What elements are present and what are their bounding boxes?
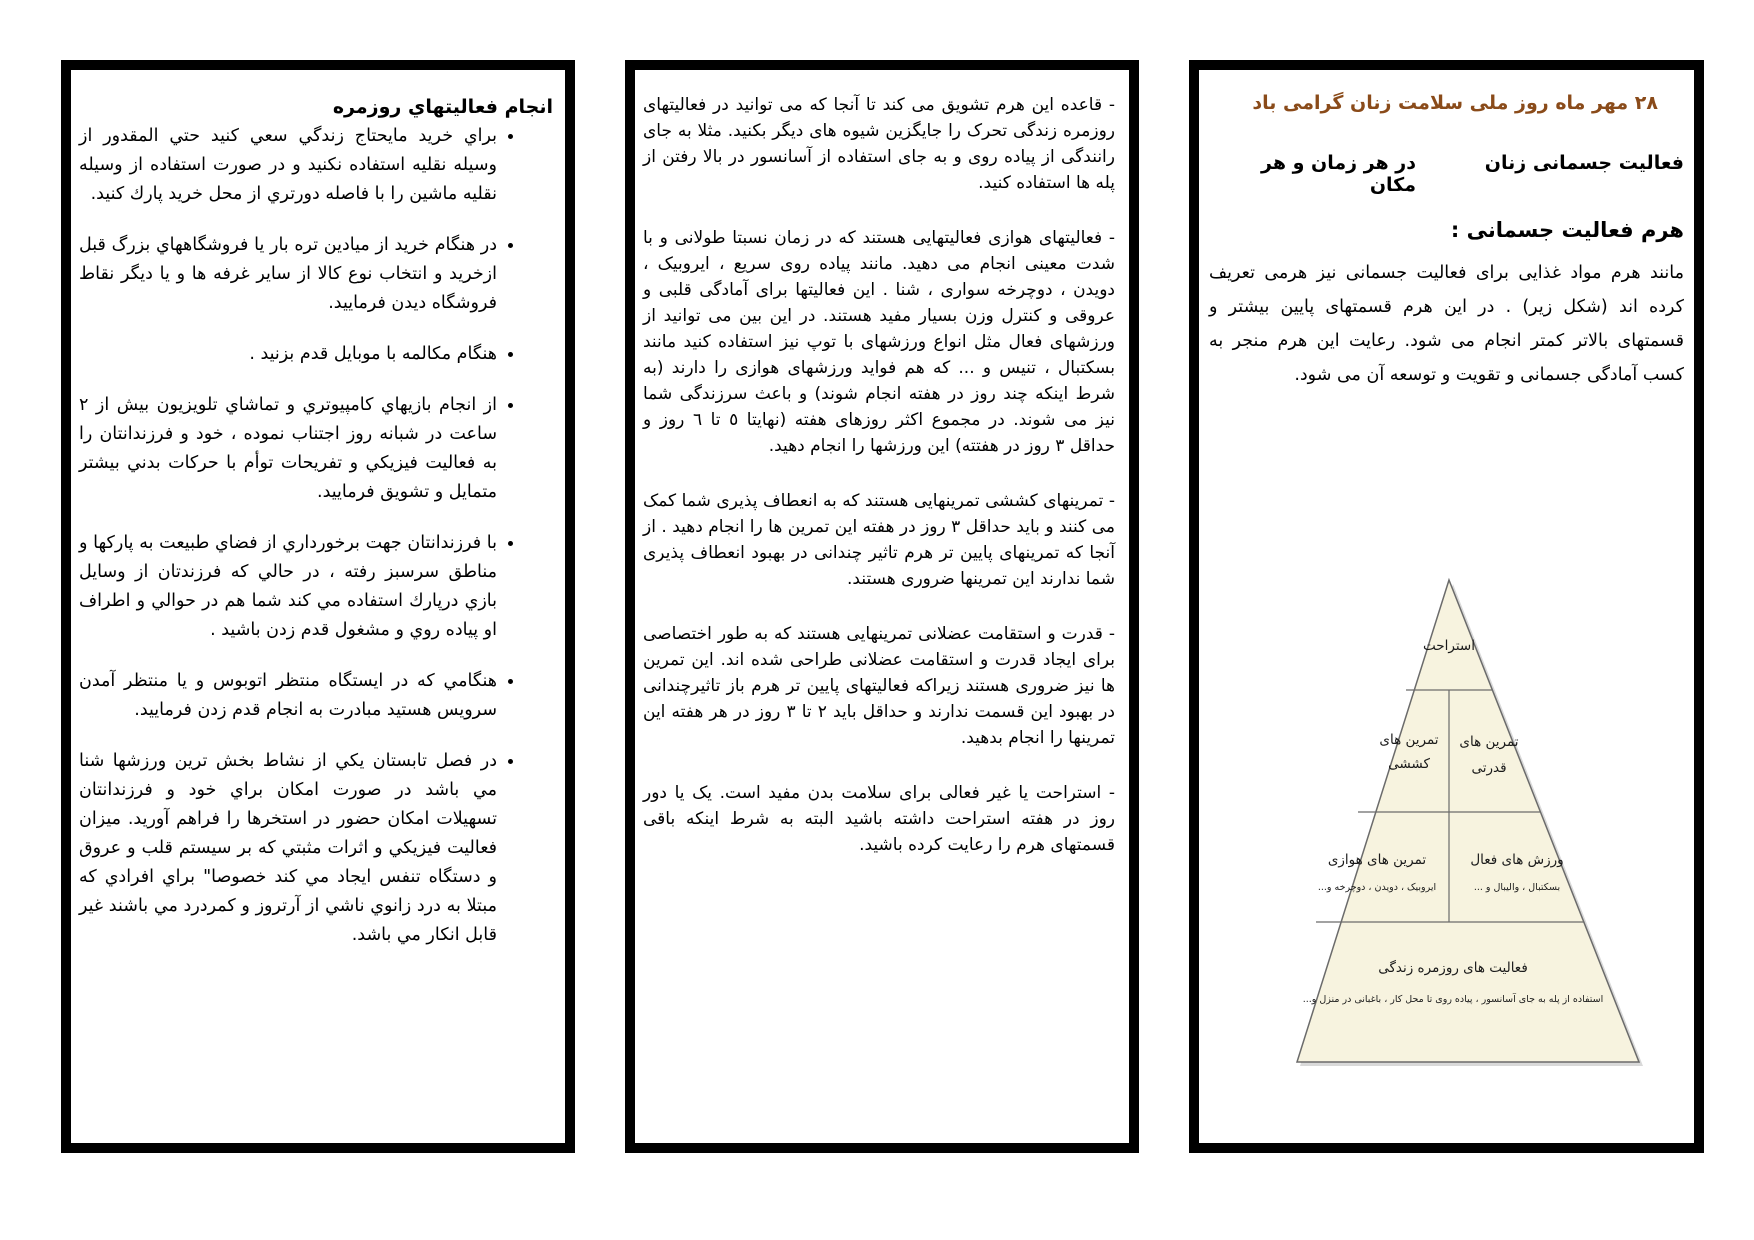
- right-panel: [1189, 60, 1704, 1153]
- left-panel: [61, 60, 575, 1153]
- middle-panel: [625, 60, 1139, 1153]
- subtitle-row: [1209, 152, 1684, 196]
- daily-activities-title: انجام فعاليتهاي روزمره: [332, 96, 553, 118]
- pyramid-description: مانند هرم مواد غذایی برای فعالیت جسمانی نیز هرمی تعریف کرده اند (شکل زیر) . در این هرم قسمتهای پایین بیشتر و قسمتهای بالاتر کمتر انجام می شود. رعایت این هرم منجر به کسب آمادگی جسمانی و تقویت و توسعه آن می شود.: [1209, 263, 1684, 385]
- list-item: • با فرزندانتان جهت برخورداري از فضاي طبيعت به پاركها و مناطق سرسبز رفته ، در حالي كه فرزندتان از وسايل بازي درپارك استفاده مي كند شما هم در حوالي و اطراف او پياده روي و مشغول قدم زدن باشيد .: [79, 529, 497, 645]
- subtitle-anytime-anywhere: در هر زمان و هر مکان: [1261, 152, 1416, 196]
- pyramid-aerobic-examples: ایروبیک ، دویدن ، دوچرخه و...: [1317, 882, 1437, 893]
- paragraph: - فعالیتهای هوازی فعالیتهایی هستند که در زمان نسبتا طولانی و با شدت معینی انجام می دهید. مانند پیاده روی سریع ، ایروبیک ، دویدن ، دوچرخه سواری ، شنا . این فعالیتها برای آمادگی قلبی و عروقی و کنترل وزن بسیار مفید هستند. در این بین می توانید از ورزشهای فعال مثل انواع ورزشهای با توپ نیز استفاده کنید مانند بسکتبال ، تنیس و ... که هم فواید ورزشهای هوازی را دارند (به شرط اینکه چند روز در هفته انجام شوند) و باعث سرزندگی شما نیز می شوند. در مجموع اکثر روزهای هفته (نهایتا ٥ تا ٦ روز و حداقل ۳ روز در هفتته) این ورزشها را انجام دهید.: [643, 228, 1116, 456]
- paragraph: - قاعده این هرم تشویق می کند تا آنجا که می توانید در فعالیتهای روزمره زندگی تحرک را جایگزین شیوه های دیگر بکنید. مثلا به جای رانندگی از پیاده روی و به جای استفاده از آسانسور در بالا رفتن از پله ها استفاده کنید.: [643, 95, 1115, 193]
- pyramid-stretching-label: تمرین های: [1379, 732, 1439, 748]
- list-item: • هنگام مكالمه با موبايل قدم بزنيد .: [79, 340, 497, 369]
- pyramid-active-sports-examples: بسکتبال ، والیبال و ...: [1473, 882, 1561, 893]
- pyramid-strength-label-2: قدرتی: [1471, 760, 1507, 776]
- pyramid-active-sports-label: ورزش های فعال: [1470, 852, 1564, 868]
- list-item: • از انجام بازيهاي كامپيوتري و تماشاي تلويزيون بيش از ۲ ساعت در شبانه روز اجتناب نموده ، خود و فرزندانتان را به فعاليت فيزيكي و تفريحات توأم با حركات بدني بيشتر متمايل و تشويق فرماييد.: [79, 391, 497, 507]
- activity-pyramid-figure: [1199, 510, 1694, 1070]
- paragraph: - تمرینهای کششی تمرینهایی هستند که به انعطاف پذیری شما کمک می کنند و باید حداقل ۳ روز در هفته این تمرین ها را انجام دهید . از آنجا که تمرینهای پایین تر هرم تاثیر چندانی در بهبود انعطاف پذیری شما ندارند این تمرینها ضروری هستند.: [643, 491, 1115, 589]
- pyramid-daily-activities-label: فعالیت های روزمره زندگی: [1378, 960, 1528, 976]
- pyramid-daily-activities-examples: استفاده از پله به جای آسانسور ، پیاده روی تا محل کار ، باغبانی در منزل و...: [1302, 994, 1604, 1005]
- list-item: • هنگامي كه در ايستگاه منتظر اتوبوس و يا منتظر آمدن سرويس هستيد مبادرت به انجام قدم زدن فرماييد.: [79, 667, 497, 725]
- list-item: • در فصل تابستان يكي از نشاط بخش ترين ورزشها شنا مي باشد در صورت امكان براي خود و فرزندانتان تسهيلات امكان حضور در استخرها را فراهم آوريد. ميزان فعاليت فيزيكي و اثرات مثبتي كه بر سيستم قلب و عروق و دستگاه تنفس ايجاد مي كند خصوصا" براي افرادي كه مبتلا به درد زانوي ناشي از آرتروز و كمردرد مي باشند غير قابل انكار مي باشد.: [79, 747, 497, 950]
- pyramid-apex-label: استراحت: [1423, 638, 1475, 654]
- pyramid-guide-text: [643, 92, 1115, 887]
- subtitle-women-activity: فعالیت جسمانی زنان: [1484, 152, 1684, 174]
- pyramid-aerobic-label: تمرین های هوازی: [1327, 852, 1427, 868]
- activity-pyramid: [1199, 510, 1694, 1070]
- paragraph: - قدرت و استقامت عضلانی تمرینهایی هستند که به طور اختصاصی برای ایجاد قدرت و استقامت عضلانی طراحی شده اند. این تمرین ها نیز ضروری هستند زیراکه فعالیتهای پایین تر هرم باز تاثیرچندانی در بهبود این قسمت ندارند و حداقل باید ۲ تا ۳ روز در هر هفته این تمرینها را انجام بدهید.: [643, 624, 1115, 748]
- header-banner: ۲۸ مهر ماه روز ملی سلامت زنان گرامی باد: [1252, 92, 1658, 114]
- list-item: • در هنگام خريد از ميادين تره بار يا فروشگاههاي بزرگ قبل ازخريد و انتخاب نوع كالا از ساير غرفه ها و يا ديگر نقاط فروشگاه ديدن فرماييد.: [79, 231, 497, 318]
- paragraph: - استراحت یا غیر فعالی برای سلامت بدن مفید است. یک یا دور روز در هفته استراحت داشته باشید البته به شرط اینکه باقی قسمتهای هرم را رعایت کرده باشید.: [643, 783, 1115, 855]
- pyramid-heading: هرم فعالیت جسمانی :: [1450, 218, 1684, 242]
- list-item: • براي خريد مايحتاج زندگي سعي كنيد حتي المقدور از وسيله نقليه استفاده نكنيد و در صورت استفاده از وسيله نقليه ماشين را با فاصله دورتري از محل خريد پارك كنيد.: [79, 122, 497, 209]
- pyramid-strength-label: تمرین های: [1459, 734, 1519, 750]
- daily-activities-list: [79, 122, 553, 972]
- pyramid-stretching-label-2: کششی: [1388, 756, 1430, 772]
